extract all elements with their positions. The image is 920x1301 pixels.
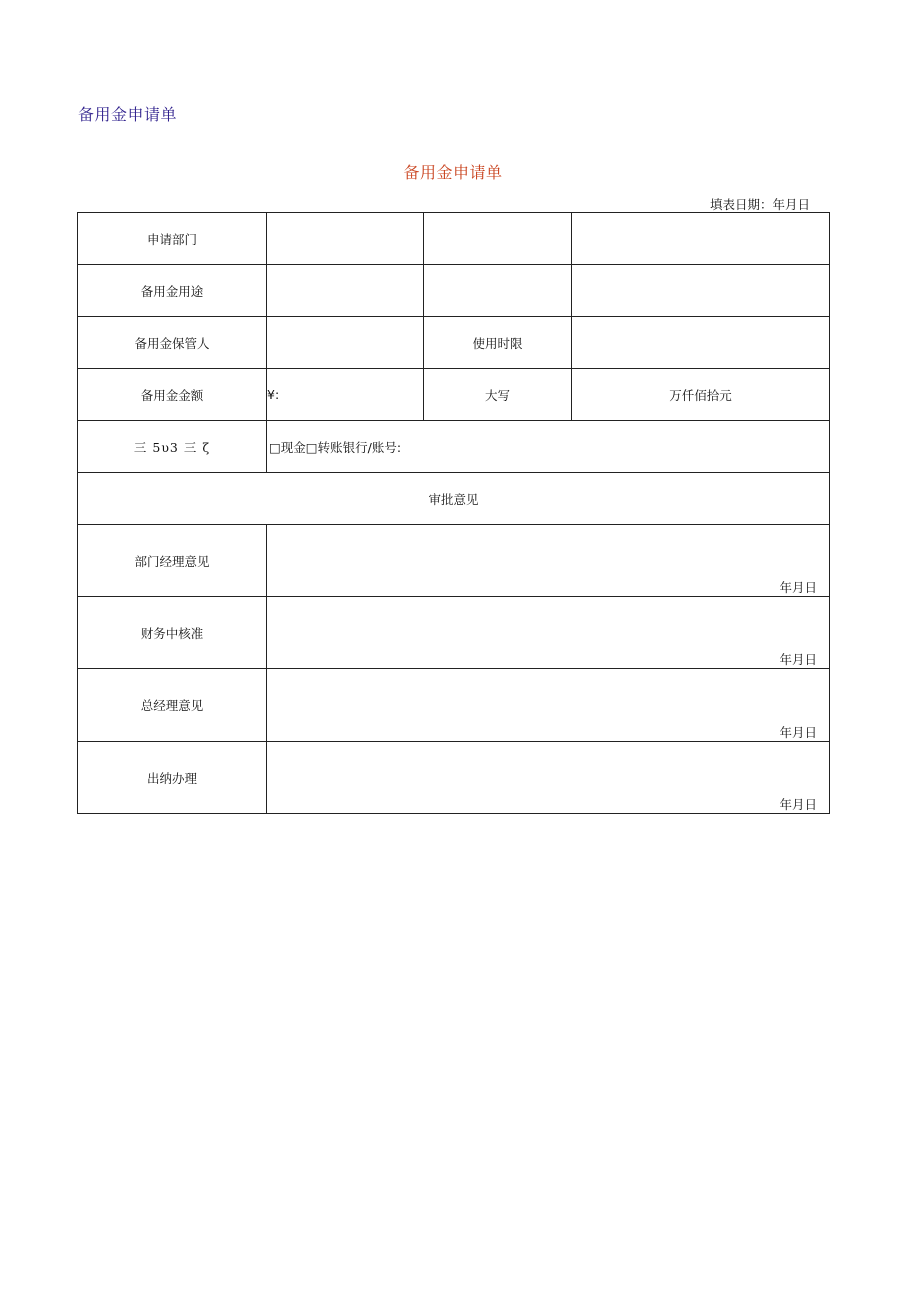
finance-approval-label: 财务中核准 <box>78 597 267 669</box>
row-approval-header <box>78 473 830 525</box>
keeper-label: 备用金保管人 <box>78 317 267 369</box>
capital-units[interactable]: 万仟佰拾元 <box>572 369 830 421</box>
row-dept-manager <box>78 525 830 597</box>
dept-manager-opinion-cell[interactable] <box>267 525 830 597</box>
form-title: 备用金申请单 <box>403 163 503 182</box>
row-finance-approval <box>78 597 830 669</box>
period-label: 使用时限 <box>424 317 572 369</box>
amount-prefix[interactable]: ¥: <box>267 369 424 421</box>
dept-input-cell-3[interactable] <box>572 213 830 265</box>
row-department <box>78 213 830 265</box>
general-manager-date: 年月日 <box>779 725 817 740</box>
dept-input-cell-1[interactable] <box>267 213 424 265</box>
purpose-label: 备用金用途 <box>78 265 267 317</box>
dept-manager-label: 部门经理意见 <box>78 525 267 597</box>
row-keeper <box>78 317 830 369</box>
cashier-cell[interactable] <box>267 742 830 814</box>
cashier-date: 年月日 <box>779 797 817 812</box>
general-manager-opinion-cell[interactable] <box>267 669 830 742</box>
payment-method-options[interactable]: □现金□转账银行/账号: <box>267 421 830 473</box>
cashier-label: 出纳办理 <box>78 742 267 814</box>
row-payment-method <box>78 421 830 473</box>
amount-label: 备用金金额 <box>78 369 267 421</box>
purpose-input-cell-1[interactable] <box>267 265 424 317</box>
general-manager-label: 总经理意见 <box>78 669 267 742</box>
row-amount <box>78 369 830 421</box>
payment-method-label: 三 5υ3 三 ζ <box>78 421 267 473</box>
finance-approval-date: 年月日 <box>779 652 817 667</box>
row-cashier <box>78 742 830 814</box>
dept-input-cell-2[interactable] <box>424 213 572 265</box>
dept-label: 申请部门 <box>78 213 267 265</box>
keeper-input-cell[interactable] <box>267 317 424 369</box>
purpose-input-cell-2[interactable] <box>424 265 572 317</box>
row-general-manager <box>78 669 830 742</box>
capital-label: 大写 <box>424 369 572 421</box>
fill-date-label: 填表日期：年月日 <box>709 197 810 212</box>
petty-cash-form-table <box>77 212 830 814</box>
dept-manager-date: 年月日 <box>779 580 817 595</box>
approval-header: 审批意见 <box>78 473 830 525</box>
purpose-input-cell-3[interactable] <box>572 265 830 317</box>
finance-approval-cell[interactable] <box>267 597 830 669</box>
document-heading: 备用金申请单 <box>78 105 178 124</box>
period-input-cell[interactable] <box>572 317 830 369</box>
row-purpose <box>78 265 830 317</box>
